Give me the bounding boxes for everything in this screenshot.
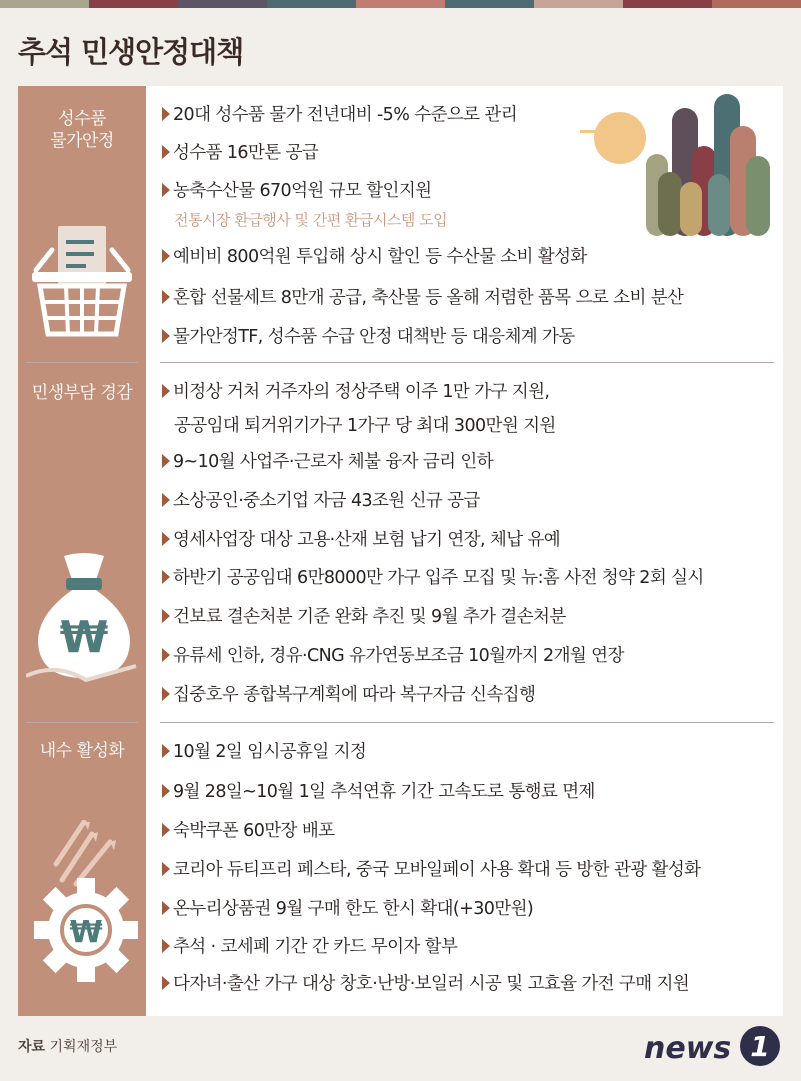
list-item: 물가안정TF, 성수품 수급 안정 대책반 등 대응체계 가동 (162, 326, 575, 348)
svg-text:₩: ₩ (69, 915, 103, 950)
svg-text:₩: ₩ (59, 612, 109, 663)
top-bar-segment (534, 0, 623, 8)
arrow-bullet-icon (162, 648, 170, 662)
top-color-bar (0, 0, 801, 8)
list-item: 9~10월 사업주·근로자 체불 융자 금리 인하 (162, 451, 493, 473)
top-bar-segment (89, 0, 178, 8)
arrow-bullet-icon (162, 823, 170, 837)
section-divider (160, 362, 774, 363)
arrow-bullet-icon (162, 784, 170, 798)
list-item: 혼합 선물세트 8만개 공급, 축산물 등 올해 저렴한 품목 으로 소비 분산 (162, 287, 683, 309)
arrow-bullet-icon (162, 454, 170, 468)
money-bag-won-icon (26, 550, 142, 690)
list-item: 9월 28일~10월 1일 추석연휴 기간 고속도로 통행료 면제 (162, 781, 595, 803)
list-item-note: 전통시장 환급행사 및 간편 환급시스템 도입 (174, 211, 448, 229)
list-item: 예비비 800억원 투입해 상시 할인 등 수산물 소비 활성화 (162, 246, 587, 268)
gear-won-growth-icon (32, 820, 140, 990)
section-label-burden: 민생부담 경감 (31, 383, 133, 403)
arrow-bullet-icon (162, 939, 170, 953)
list-item: 코리아 듀티프리 페스타, 중국 모바일페이 사용 확대 등 방한 관광 활성화 (162, 859, 700, 881)
arrow-bullet-icon (162, 609, 170, 623)
list-item: 유류세 인하, 경유·CNG 유가연동보조금 10월까지 2개월 연장 (162, 645, 624, 667)
top-bar-segment (178, 0, 267, 8)
list-item: 추석 · 코세페 기간 간 카드 무이자 할부 (162, 936, 457, 958)
sidebar-divider (26, 722, 138, 723)
list-item-continuation: 공공임대 퇴거위기가구 1가구 당 최대 300만원 지원 (174, 416, 556, 436)
list-item: 10월 2일 임시공휴일 지정 (162, 741, 366, 763)
arrow-bullet-icon (162, 687, 170, 701)
top-bar-segment (445, 0, 534, 8)
arrow-bullet-icon (162, 570, 170, 584)
list-item: 소상공인·중소기업 자금 43조원 신규 공급 (162, 490, 480, 512)
arrow-bullet-icon (162, 290, 170, 304)
skyline-illustration (580, 86, 780, 236)
svg-text:1: 1 (750, 1030, 770, 1063)
arrow-bullet-icon (162, 329, 170, 343)
arrow-bullet-icon (162, 384, 170, 398)
arrow-bullet-icon (162, 107, 170, 121)
news1-logo (644, 1024, 784, 1068)
top-bar-segment (623, 0, 712, 8)
arrow-bullet-icon (162, 976, 170, 990)
shopping-basket-receipt-icon (30, 222, 134, 342)
source-credit: 자료 기획재정부 (18, 1039, 118, 1055)
arrow-bullet-icon (162, 532, 170, 546)
list-item: 집중호우 종합복구계획에 따라 복구자금 신속집행 (162, 684, 535, 706)
arrow-bullet-icon (162, 145, 170, 159)
top-bar-segment (0, 0, 89, 8)
arrow-bullet-icon (162, 249, 170, 263)
list-item: 온누리상품권 9월 구매 한도 한시 확대(+30만원) (162, 898, 533, 920)
sidebar-divider (26, 362, 138, 363)
list-item: 하반기 공공임대 6만8000만 가구 입주 모집 및 뉴:홈 사전 청약 2회 실시 (162, 567, 704, 589)
list-item: 비정상 거처 거주자의 정상주택 이주 1만 가구 지원, (162, 381, 549, 403)
list-item: 성수품 16만톤 공급 (162, 142, 318, 164)
page-title: 추석 민생안정대책 (18, 35, 244, 69)
list-item: 숙박쿠폰 60만장 배포 (162, 820, 334, 842)
list-item: 농축수산물 670억원 규모 할인지원 (162, 180, 431, 202)
section-label-price: 성수품 물가안정 (50, 109, 114, 151)
top-bar-segment (712, 0, 801, 8)
list-item: 영세사업장 대상 고용·산재 보험 납기 연장, 체납 유예 (162, 529, 560, 551)
arrow-bullet-icon (162, 862, 170, 876)
list-item: 다자녀·출산 가구 대상 창호·난방·보일러 시공 및 고효율 가전 구매 지원 (162, 973, 689, 995)
arrow-bullet-icon (162, 183, 170, 197)
arrow-bullet-icon (162, 744, 170, 758)
list-item: 20대 성수품 물가 전년대비 -5% 수준으로 관리 (162, 104, 517, 126)
svg-text:news: news (644, 1031, 732, 1066)
arrow-bullet-icon (162, 493, 170, 507)
arrow-bullet-icon (162, 901, 170, 915)
section-divider (160, 722, 774, 723)
section-label-domestic: 내수 활성화 (39, 741, 125, 761)
top-bar-segment (267, 0, 356, 8)
list-item: 건보료 결손처분 기준 완화 추진 및 9월 추가 결손처분 (162, 606, 566, 628)
top-bar-segment (356, 0, 445, 8)
